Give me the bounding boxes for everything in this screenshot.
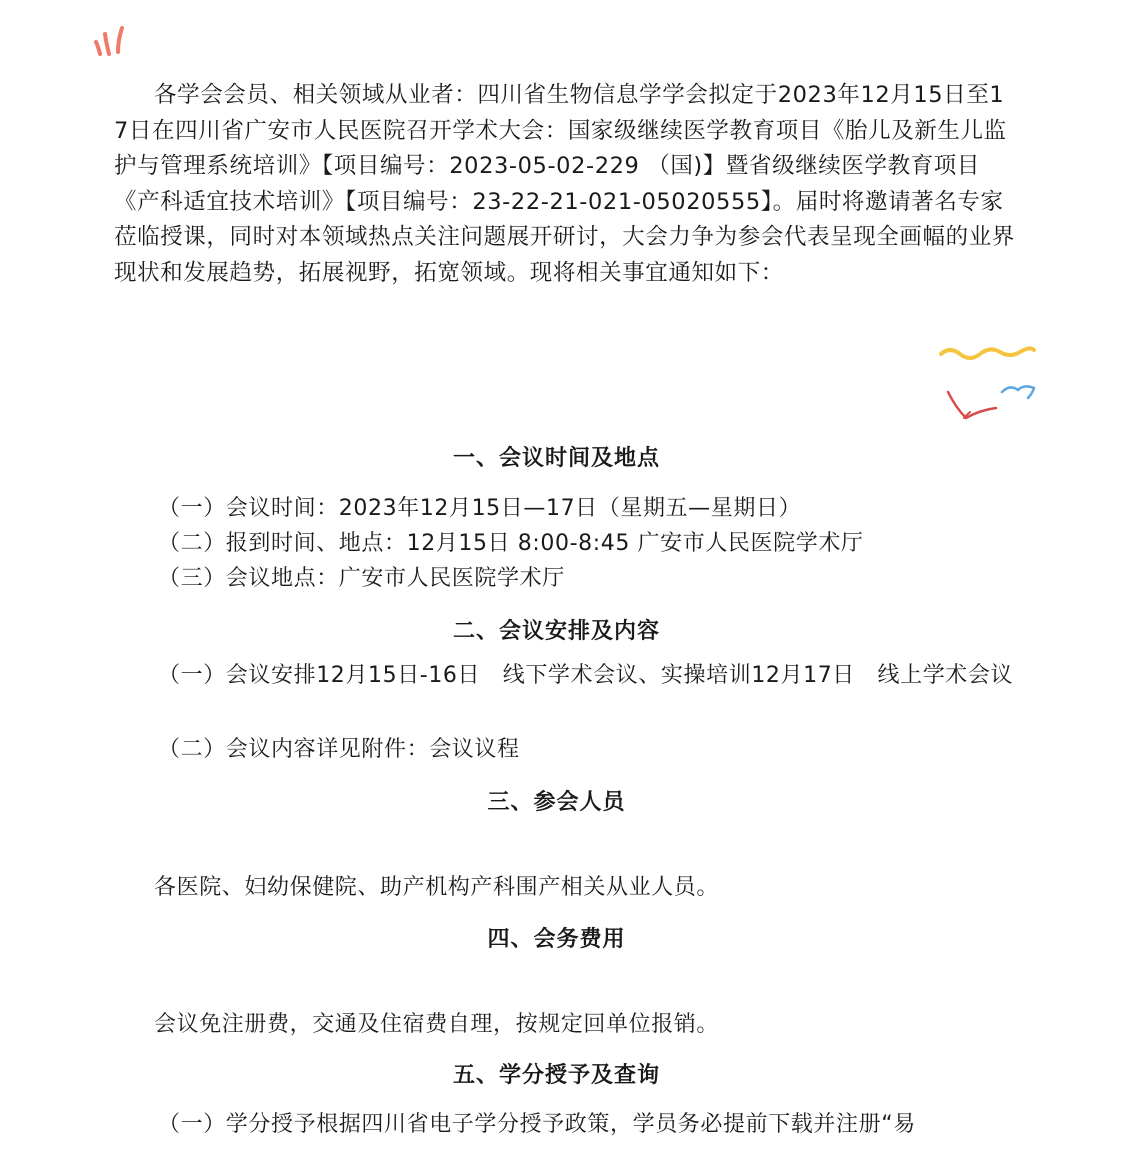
- section-heading-fees: 四、会务费用: [487, 927, 626, 952]
- attendees-body: 各医院、妇幼保健院、助产机构产科围产相关从业人员。: [154, 875, 720, 900]
- brush-strokes-decoration: [94, 24, 130, 58]
- fees-body: 会议免注册费，交通及住宿费自理，按规定回单位报销。: [154, 1012, 720, 1037]
- agenda-item: （二）会议内容详见附件：会议议程: [158, 737, 520, 762]
- venue-item: （三）会议地点：广安市人民医院学术厅: [158, 566, 565, 591]
- registration-item: （二）报到时间、地点：12月15日 8:00-8:45 广安市人民医院学术厅: [158, 531, 864, 556]
- bird-doodle-decoration: [940, 378, 1040, 426]
- intro-text: 各学会会员、相关领域从业者：四川省生物信息学学会拟定于2023年12月15日至17日在四川省广安市人民医院召开学术大会：国家级继续医学教育项目《胎儿及新生儿监护与管理系统培训》【项目编号：2023-05-02-229 （国)】暨省级继续医学教育项目《产科适宜技术培训》【项目编号：23-22-21-021-05020555】。届时将邀请著名专家莅临授课，同时对本领域热点关注问题展开研讨，大会力争为参会代表呈现全画幅的业界现状和发展趋势，拓展视野，拓宽领域。现将相关事宜通知如下：: [114, 82, 1015, 286]
- meeting-time-item: （一）会议时间：2023年12月15日—17日（星期五—星期日）: [158, 496, 802, 521]
- section-heading-arrangement: 二、会议安排及内容: [452, 619, 660, 644]
- section-heading-attendees: 三、参会人员: [487, 790, 626, 815]
- intro-paragraph: [114, 78, 1019, 291]
- credits-item: （一）学分授予根据四川省电子学分授予政策，学员务必提前下载并注册“易: [158, 1112, 916, 1137]
- arrangement-item: [114, 658, 1019, 693]
- wave-stroke-decoration: [938, 342, 1038, 364]
- section-heading-meeting-time-place: 一、会议时间及地点: [452, 446, 660, 471]
- section-heading-credits: 五、学分授予及查询: [452, 1063, 660, 1088]
- arrangement-text: （一）会议安排12月15日-16日 线下学术会议、实操培训12月17日 线上学术会议: [158, 663, 1014, 688]
